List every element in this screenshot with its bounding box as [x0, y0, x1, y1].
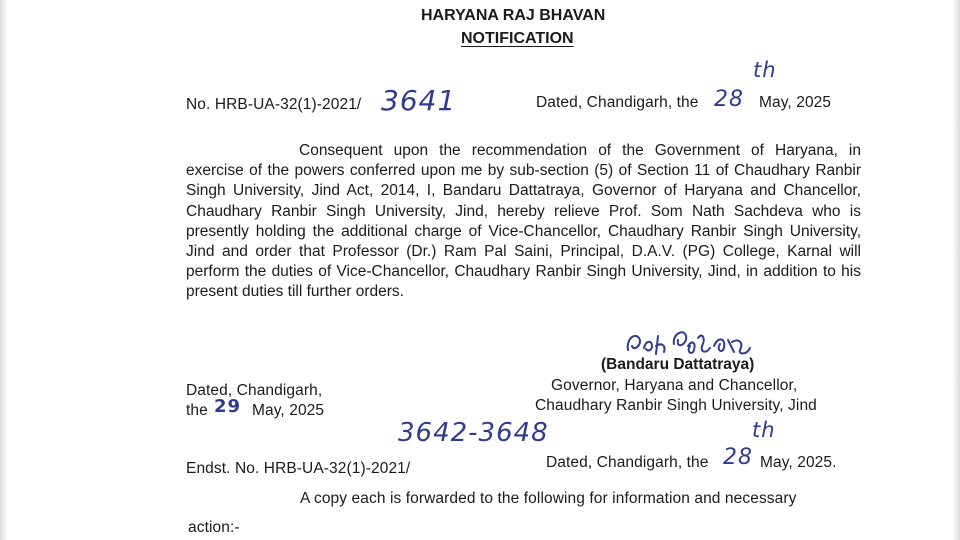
dated-label: Dated, Chandigarh, the	[536, 94, 699, 111]
handwritten-range: 3642-3648	[398, 418, 549, 448]
place-the: the	[186, 402, 208, 419]
scan-edge-right	[952, 0, 960, 540]
handwritten-day-3: 28	[723, 445, 753, 470]
handwritten-day-suffix: th	[753, 58, 777, 82]
place-line: Dated, Chandigarh,	[186, 382, 323, 399]
signatory-designation-2: Chaudhary Ranbir Singh University, Jind	[535, 397, 817, 414]
notification-body: Consequent upon the recommendation of the Government of Haryana, in exercise of the powers conferred upon me by sub-section (5) of Section 11 of Chaudhary Ranbir Singh University, Jind Act, 2014, I, Bandaru Dattatraya, Governor of Haryana and Chancellor, Chaudhary Ranbir Singh University, Jind, hereby relieve Prof. Som Nath Sachdeva who is presently holding the additional charge of Vice-Chancellor, Chaudhary Ranbir Singh University, Jind and order that Professor (Dr.) Ram Pal Saini, Principal, D.A.V. (PG) College, Karnal will perform the duties of Vice-Chancellor, Chaudhary Ranbir Singh University, Jind, in addition to his present duties till further orders.	[186, 142, 861, 301]
endorsement-dated-label: Dated, Chandigarh, the	[546, 454, 709, 471]
reference-number: No. HRB-UA-32(1)-2021/	[186, 96, 362, 113]
endorsement-month-year: May, 2025.	[760, 454, 837, 471]
endorsement-number: Endst. No. HRB-UA-32(1)-2021/	[186, 460, 411, 477]
handwritten-number: 3641	[381, 84, 457, 117]
action-label: action:-	[188, 519, 240, 536]
handwritten-day-suffix-2: th	[752, 418, 776, 442]
copy-forward-line: A copy each is forwarded to the following for information and necessary	[300, 490, 797, 507]
notification-heading: NOTIFICATION	[461, 30, 574, 47]
signatory-name: (Bandaru Dattatraya)	[601, 356, 755, 373]
handwritten-day-2: 29	[214, 396, 242, 417]
signatory-designation-1: Governor, Haryana and Chancellor,	[551, 377, 798, 394]
scan-edge-left	[0, 0, 8, 540]
place-month-year: May, 2025	[252, 402, 325, 419]
handwritten-day: 28	[714, 87, 744, 112]
reference-month-year: May, 2025	[759, 94, 832, 111]
office-title: HARYANA RAJ BHAVAN	[421, 7, 606, 24]
